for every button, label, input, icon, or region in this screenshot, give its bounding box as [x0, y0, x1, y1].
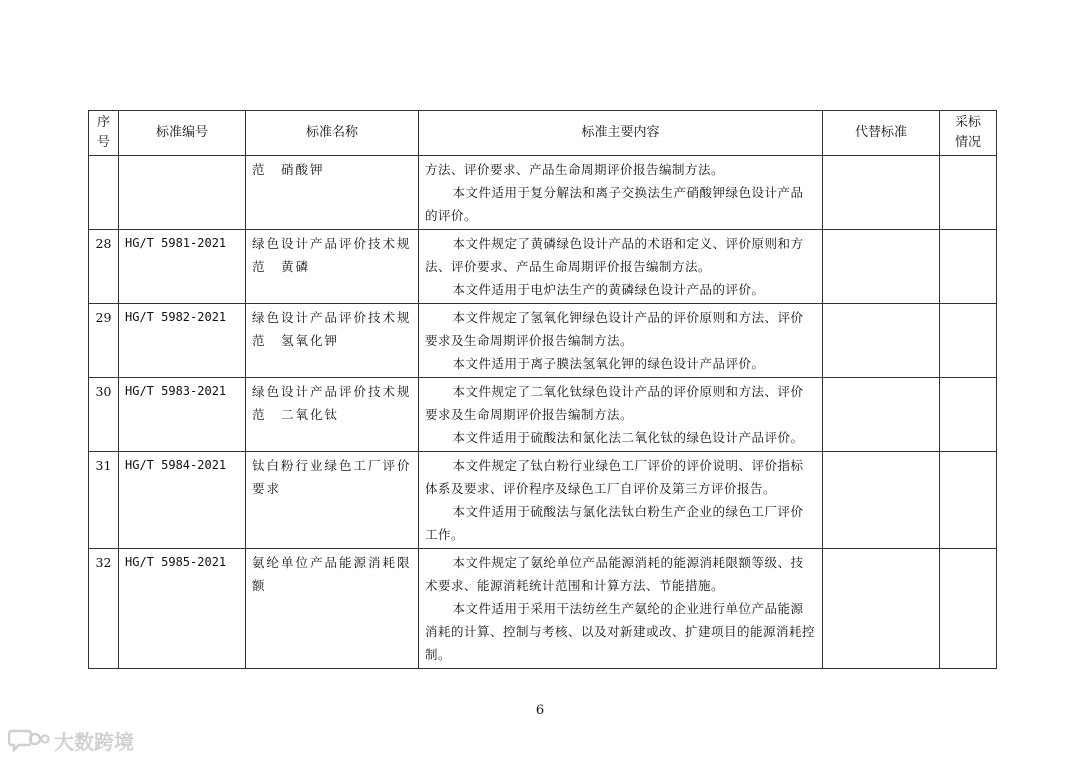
content-paragraph: 本文件适用于电炉法生产的黄磷绿色设计产品的评价。: [452, 282, 765, 297]
row-replaced-standard: [823, 452, 940, 549]
row-adoption-status: [940, 304, 997, 378]
row-adoption-status: [940, 230, 997, 304]
content-paragraph: 本文件规定了二氧化钛绿色设计产品的评价原则和方法、评价要求及生命周期评价报告编制方法。: [425, 384, 804, 422]
row-adoption-status: [940, 549, 997, 669]
header-main-content: 标准主要内容: [419, 111, 823, 156]
content-paragraph: 本文件规定了氨纶单位产品能源消耗的能源消耗限额等级、技术要求、能源消耗统计范围和计算方法、节能措施。: [425, 555, 804, 593]
row-standard-code: [119, 156, 246, 230]
content-paragraph: 本文件适用于离子膜法氢氧化钾的绿色设计产品评价。: [452, 356, 765, 371]
row-standard-name: 绿色设计产品评价技术规范 黄磷: [246, 230, 419, 304]
header-adoption-status: 采标情况: [940, 111, 997, 156]
row-replaced-standard: [823, 304, 940, 378]
table-row: [89, 378, 997, 452]
row-main-content: [419, 549, 823, 669]
table-row: [89, 304, 997, 378]
row-standard-name: 氨纶单位产品能源消耗限额: [246, 549, 419, 669]
content-paragraph: 本文件规定了黄磷绿色设计产品的术语和定义、评价原则和方法、评价要求、产品生命周期评价报告编制方法。: [425, 236, 804, 274]
row-serial-no: 31: [89, 452, 119, 549]
row-standard-code: HG/T 5984-2021: [119, 452, 246, 549]
content-paragraph: 本文件规定了钛白粉行业绿色工厂评价的评价说明、评价指标体系及要求、评价程序及绿色工厂自评价及第三方评价报告。: [425, 458, 804, 496]
row-standard-code: HG/T 5981-2021: [119, 230, 246, 304]
content-paragraph: 本文件适用于硫酸法和氯化法二氧化钛的绿色设计产品评价。: [452, 430, 804, 445]
row-serial-no: 32: [89, 549, 119, 669]
header-standard-code: 标准编号: [119, 111, 246, 156]
chat-bubbles-icon: [8, 728, 50, 754]
content-paragraph: 本文件规定了氢氧化钾绿色设计产品的评价原则和方法、评价要求及生命周期评价报告编制方法。: [425, 310, 804, 348]
content-paragraph: 本文件适用于复分解法和离子交换法生产硝酸钾绿色设计产品的评价。: [425, 185, 804, 223]
content-paragraph: 本文件适用于硫酸法与氯化法钛白粉生产企业的绿色工厂评价工作。: [425, 504, 804, 542]
row-standard-name: 钛白粉行业绿色工厂评价要求: [246, 452, 419, 549]
row-standard-name: 范 硝酸钾: [246, 156, 419, 230]
row-main-content: [419, 230, 823, 304]
table-row: [89, 230, 997, 304]
header-serial-no: 序号: [89, 111, 119, 156]
row-main-content: [419, 304, 823, 378]
watermark-text: 大数跨境: [54, 730, 134, 754]
header-standard-name: 标准名称: [246, 111, 419, 156]
row-adoption-status: [940, 156, 997, 230]
row-replaced-standard: [823, 549, 940, 669]
row-adoption-status: [940, 378, 997, 452]
row-serial-no: 30: [89, 378, 119, 452]
standards-table: [88, 110, 997, 669]
row-replaced-standard: [823, 230, 940, 304]
row-replaced-standard: [823, 156, 940, 230]
content-paragraph: 方法、评价要求、产品生命周期评价报告编制方法。: [425, 162, 725, 177]
row-serial-no: [89, 156, 119, 230]
row-main-content: [419, 156, 823, 230]
row-main-content: [419, 378, 823, 452]
table-row: [89, 156, 997, 230]
row-adoption-status: [940, 452, 997, 549]
row-standard-name: 绿色设计产品评价技术规范 二氧化钛: [246, 378, 419, 452]
header-replaced-standard: 代替标准: [823, 111, 940, 156]
row-standard-code: HG/T 5985-2021: [119, 549, 246, 669]
row-serial-no: 29: [89, 304, 119, 378]
row-replaced-standard: [823, 378, 940, 452]
row-serial-no: 28: [89, 230, 119, 304]
table-header-row: [89, 111, 997, 156]
table-row: [89, 452, 997, 549]
table-row: [89, 549, 997, 669]
row-main-content: [419, 452, 823, 549]
content-paragraph: 本文件适用于采用干法纺丝生产氨纶的企业进行单位产品能源消耗的计算、控制与考核、以及对新建或改、扩建项目的能源消耗控制。: [425, 601, 816, 662]
row-standard-name: 绿色设计产品评价技术规范 氢氧化钾: [246, 304, 419, 378]
row-standard-code: HG/T 5982-2021: [119, 304, 246, 378]
page-number: 6: [535, 703, 545, 718]
watermark: [8, 726, 134, 755]
row-standard-code: HG/T 5983-2021: [119, 378, 246, 452]
